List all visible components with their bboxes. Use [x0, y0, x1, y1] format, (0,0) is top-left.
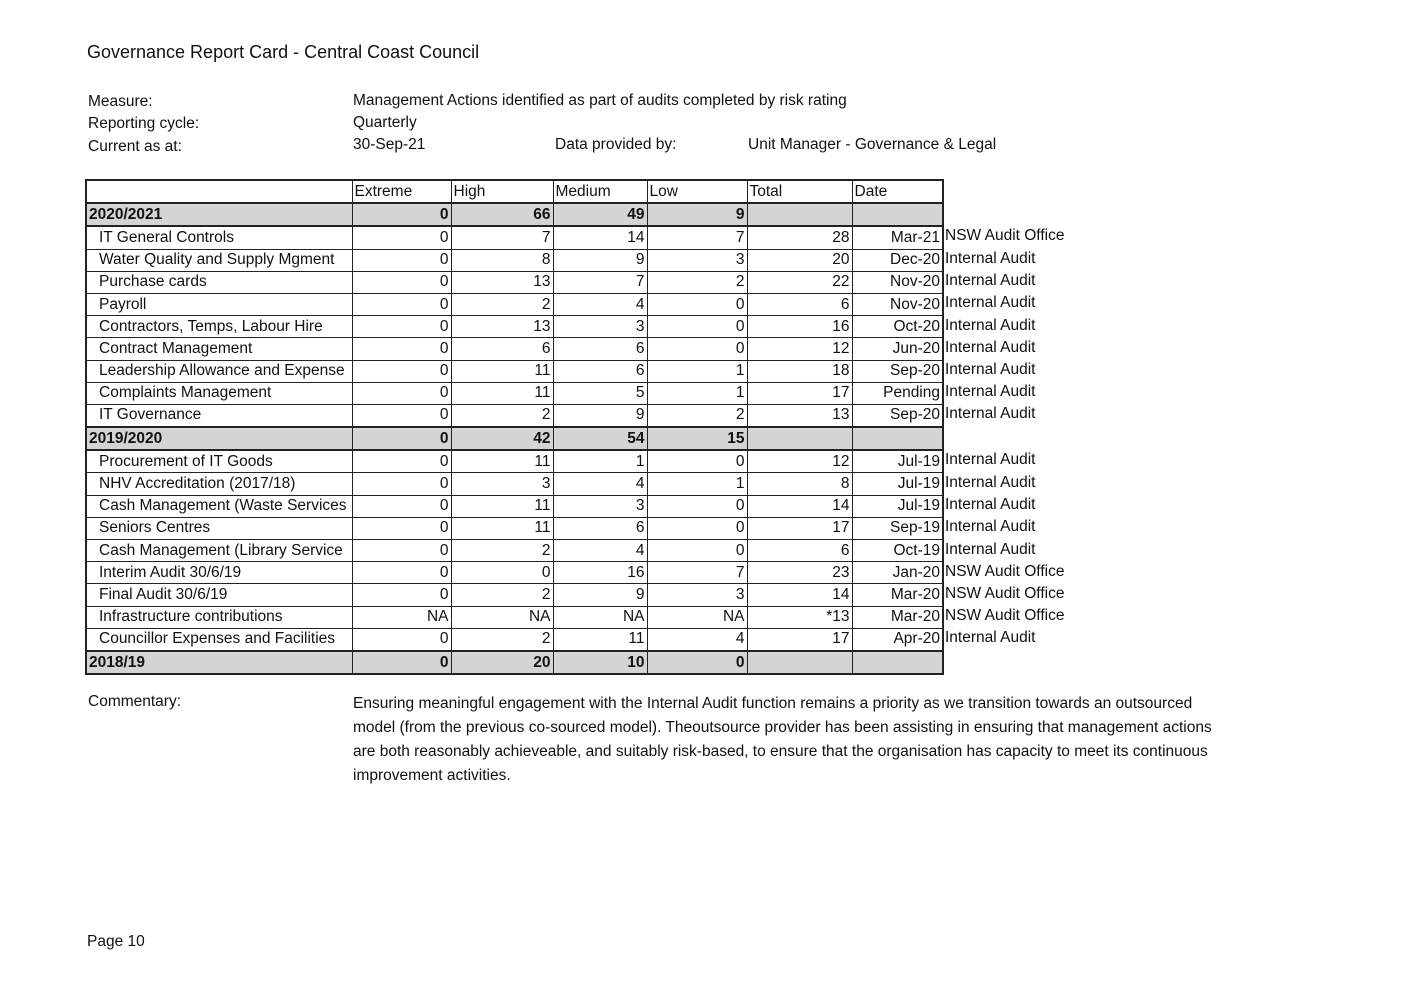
high-cell: 42	[451, 427, 553, 450]
total-cell	[747, 203, 852, 226]
total-cell	[747, 427, 852, 450]
column-header: Low	[647, 180, 747, 203]
extreme-cell: 0	[352, 338, 451, 360]
date-cell: Jun-20	[852, 338, 943, 360]
report-title: Governance Report Card - Central Coast Council	[87, 42, 480, 62]
extreme-cell: 0	[352, 651, 451, 674]
table-row	[86, 450, 943, 473]
total-cell: 12	[747, 450, 852, 473]
row-label: Seniors Centres	[86, 517, 352, 539]
date-cell: Mar-21	[852, 226, 943, 249]
current-value: 30-Sep-21	[353, 136, 426, 153]
extreme-cell: 0	[352, 584, 451, 606]
row-label: Complaints Management	[86, 382, 352, 404]
table-row	[86, 628, 943, 651]
provider-value: Unit Manager - Governance & Legal	[748, 136, 997, 153]
table-row	[86, 338, 943, 360]
medium-cell: 4	[553, 473, 647, 495]
low-cell: 1	[647, 473, 747, 495]
date-cell	[852, 651, 943, 674]
measure-label: Measure:	[88, 93, 153, 110]
date-cell: Oct-20	[852, 316, 943, 338]
low-cell: 3	[647, 584, 747, 606]
column-header: Medium	[553, 180, 647, 203]
medium-cell: 3	[553, 316, 647, 338]
audit-source: Internal Audit	[945, 294, 1036, 312]
total-cell: 20	[747, 249, 852, 271]
row-label: IT Governance	[86, 404, 352, 427]
extreme-cell: 0	[352, 495, 451, 517]
audit-source: NSW Audit Office	[945, 562, 1065, 580]
audit-source: Internal Audit	[945, 629, 1036, 647]
table-row	[86, 495, 943, 517]
low-cell: 0	[647, 450, 747, 473]
date-cell: Sep-20	[852, 404, 943, 427]
high-cell: 20	[451, 651, 553, 674]
column-header: Date	[852, 180, 943, 203]
row-label: Contract Management	[86, 338, 352, 360]
row-label: Final Audit 30/6/19	[86, 584, 352, 606]
low-cell: 0	[647, 517, 747, 539]
low-cell: 7	[647, 226, 747, 249]
total-cell: 18	[747, 360, 852, 382]
table-row	[86, 473, 943, 495]
row-label: Payroll	[86, 293, 352, 315]
table-row	[86, 584, 943, 606]
commentary-text: Ensuring meaningful engagement with the Internal Audit function remains a priority as we transition towards an outsourced model (from the previous co-sourced model). Theoutsource provider has been assisting in ensuring that management actions are both reasonably achieveable, and suitably risk-based, to ensure that the organisation has capacity to meet its continuous improvement activities.	[353, 695, 1212, 784]
year-group-row	[86, 203, 943, 226]
extreme-cell: 0	[352, 540, 451, 562]
low-cell: 7	[647, 562, 747, 584]
extreme-cell: 0	[352, 517, 451, 539]
low-cell: 9	[647, 203, 747, 226]
date-cell: Jul-19	[852, 473, 943, 495]
low-cell: 1	[647, 382, 747, 404]
row-label: Purchase cards	[86, 271, 352, 293]
high-cell: 11	[451, 495, 553, 517]
table-row	[86, 517, 943, 539]
date-cell: Nov-20	[852, 271, 943, 293]
row-label: Procurement of IT Goods	[86, 450, 352, 473]
total-cell: 28	[747, 226, 852, 249]
date-cell: Jul-19	[852, 495, 943, 517]
date-cell: Oct-19	[852, 540, 943, 562]
year-group-row	[86, 651, 943, 674]
extreme-cell: 0	[352, 628, 451, 651]
extreme-cell: 0	[352, 427, 451, 450]
provider-label: Data provided by:	[555, 136, 677, 153]
column-header: Total	[747, 180, 852, 203]
audit-source: Internal Audit	[945, 272, 1036, 290]
page-number: Page 10	[87, 933, 145, 950]
row-label: Infrastructure contributions	[86, 606, 352, 628]
table-row	[86, 293, 943, 315]
date-cell: Sep-19	[852, 517, 943, 539]
medium-cell: 9	[553, 404, 647, 427]
total-cell: 12	[747, 338, 852, 360]
medium-cell: 4	[553, 540, 647, 562]
audit-source: Internal Audit	[945, 316, 1036, 334]
low-cell: 4	[647, 628, 747, 651]
low-cell: 15	[647, 427, 747, 450]
audit-source: Internal Audit	[945, 405, 1036, 423]
medium-cell: 14	[553, 226, 647, 249]
date-cell: Jul-19	[852, 450, 943, 473]
extreme-cell: 0	[352, 203, 451, 226]
medium-cell: 9	[553, 584, 647, 606]
extreme-cell: 0	[352, 450, 451, 473]
medium-cell: 16	[553, 562, 647, 584]
table-row	[86, 316, 943, 338]
total-cell: 13	[747, 404, 852, 427]
high-cell: 66	[451, 203, 553, 226]
total-cell: *13	[747, 606, 852, 628]
total-cell: 16	[747, 316, 852, 338]
total-cell: 23	[747, 562, 852, 584]
column-header: High	[451, 180, 553, 203]
cycle-value: Quarterly	[353, 114, 417, 131]
low-cell: 0	[647, 316, 747, 338]
date-cell: Dec-20	[852, 249, 943, 271]
audit-source: NSW Audit Office	[945, 227, 1065, 245]
row-label: Cash Management (Library Service	[86, 540, 352, 562]
audit-actions-table	[85, 179, 944, 675]
extreme-cell: 0	[352, 226, 451, 249]
medium-cell: 7	[553, 271, 647, 293]
audit-source: Internal Audit	[945, 250, 1036, 268]
table-row	[86, 606, 943, 628]
year-group-row	[86, 427, 943, 450]
date-cell: Nov-20	[852, 293, 943, 315]
audit-source: Internal Audit	[945, 451, 1036, 469]
row-label: Water Quality and Supply Mgment	[86, 249, 352, 271]
high-cell: 3	[451, 473, 553, 495]
date-cell: Apr-20	[852, 628, 943, 651]
extreme-cell: 0	[352, 382, 451, 404]
high-cell: 0	[451, 562, 553, 584]
high-cell: 11	[451, 450, 553, 473]
total-cell: 6	[747, 540, 852, 562]
total-cell: 14	[747, 584, 852, 606]
row-label: Interim Audit 30/6/19	[86, 562, 352, 584]
low-cell: 2	[647, 404, 747, 427]
extreme-cell: 0	[352, 316, 451, 338]
date-cell: Jan-20	[852, 562, 943, 584]
low-cell: NA	[647, 606, 747, 628]
row-label: Leadership Allowance and Expense	[86, 360, 352, 382]
extreme-cell: 0	[352, 360, 451, 382]
table-header-row	[86, 180, 943, 203]
audit-source: Internal Audit	[945, 383, 1036, 401]
total-cell	[747, 651, 852, 674]
table-row	[86, 404, 943, 427]
total-cell: 17	[747, 628, 852, 651]
row-label: Councillor Expenses and Facilities	[86, 628, 352, 651]
audit-source: NSW Audit Office	[945, 607, 1065, 625]
medium-cell: 3	[553, 495, 647, 517]
cycle-label: Reporting cycle:	[88, 115, 200, 132]
medium-cell: 54	[553, 427, 647, 450]
high-cell: 11	[451, 360, 553, 382]
date-cell: Sep-20	[852, 360, 943, 382]
column-header	[86, 180, 352, 203]
medium-cell: 10	[553, 651, 647, 674]
audit-source: Internal Audit	[945, 518, 1036, 536]
total-cell: 22	[747, 271, 852, 293]
total-cell: 17	[747, 382, 852, 404]
date-cell: Pending	[852, 382, 943, 404]
audit-source: Internal Audit	[945, 338, 1036, 356]
row-label: 2019/2020	[86, 427, 352, 450]
high-cell: 13	[451, 316, 553, 338]
extreme-cell: 0	[352, 473, 451, 495]
table-row	[86, 226, 943, 249]
audit-source: Internal Audit	[945, 361, 1036, 378]
medium-cell: 11	[553, 628, 647, 651]
row-label: NHV Accreditation (2017/18)	[86, 473, 352, 495]
extreme-cell: 0	[352, 249, 451, 271]
total-cell: 14	[747, 495, 852, 517]
commentary-label: Commentary:	[88, 693, 182, 710]
total-cell: 8	[747, 473, 852, 495]
table-row	[86, 249, 943, 271]
date-cell: Mar-20	[852, 606, 943, 628]
table-row	[86, 540, 943, 562]
high-cell: 2	[451, 540, 553, 562]
table-row	[86, 562, 943, 584]
low-cell: 1	[647, 360, 747, 382]
medium-cell: 9	[553, 249, 647, 271]
medium-cell: NA	[553, 606, 647, 628]
extreme-cell: 0	[352, 293, 451, 315]
date-cell	[852, 203, 943, 226]
low-cell: 0	[647, 495, 747, 517]
extreme-cell: 0	[352, 562, 451, 584]
current-label: Current as at:	[88, 138, 182, 155]
table-row	[86, 271, 943, 293]
audit-source: NSW Audit Office	[945, 584, 1065, 602]
high-cell: 13	[451, 271, 553, 293]
row-label: 2018/19	[86, 651, 352, 674]
row-label: 2020/2021	[86, 203, 352, 226]
date-cell	[852, 427, 943, 450]
row-label: IT General Controls	[86, 226, 352, 249]
low-cell: 3	[647, 249, 747, 271]
date-cell: Mar-20	[852, 584, 943, 606]
row-label: Cash Management (Waste Services	[86, 495, 352, 517]
medium-cell: 6	[553, 517, 647, 539]
audit-source: Internal Audit	[945, 496, 1036, 514]
extreme-cell: NA	[352, 606, 451, 628]
high-cell: 2	[451, 404, 553, 427]
medium-cell: 4	[553, 293, 647, 315]
table-row	[86, 360, 943, 382]
low-cell: 0	[647, 338, 747, 360]
medium-cell: 1	[553, 450, 647, 473]
extreme-cell: 0	[352, 404, 451, 427]
low-cell: 2	[647, 271, 747, 293]
table-row	[86, 382, 943, 404]
high-cell: NA	[451, 606, 553, 628]
high-cell: 11	[451, 517, 553, 539]
high-cell: 6	[451, 338, 553, 360]
high-cell: 7	[451, 226, 553, 249]
high-cell: 2	[451, 584, 553, 606]
low-cell: 0	[647, 651, 747, 674]
medium-cell: 5	[553, 382, 647, 404]
medium-cell: 6	[553, 360, 647, 382]
low-cell: 0	[647, 540, 747, 562]
high-cell: 11	[451, 382, 553, 404]
high-cell: 2	[451, 628, 553, 651]
medium-cell: 49	[553, 203, 647, 226]
medium-cell: 6	[553, 338, 647, 360]
high-cell: 2	[451, 293, 553, 315]
row-label: Contractors, Temps, Labour Hire	[86, 316, 352, 338]
extreme-cell: 0	[352, 271, 451, 293]
total-cell: 17	[747, 517, 852, 539]
high-cell: 8	[451, 249, 553, 271]
audit-source: Internal Audit	[945, 473, 1036, 491]
low-cell: 0	[647, 293, 747, 315]
total-cell: 6	[747, 293, 852, 315]
column-header: Extreme	[352, 180, 451, 203]
audit-source: Internal Audit	[945, 540, 1036, 558]
measure-value: Management Actions identified as part of audits completed by risk rating	[353, 92, 847, 109]
